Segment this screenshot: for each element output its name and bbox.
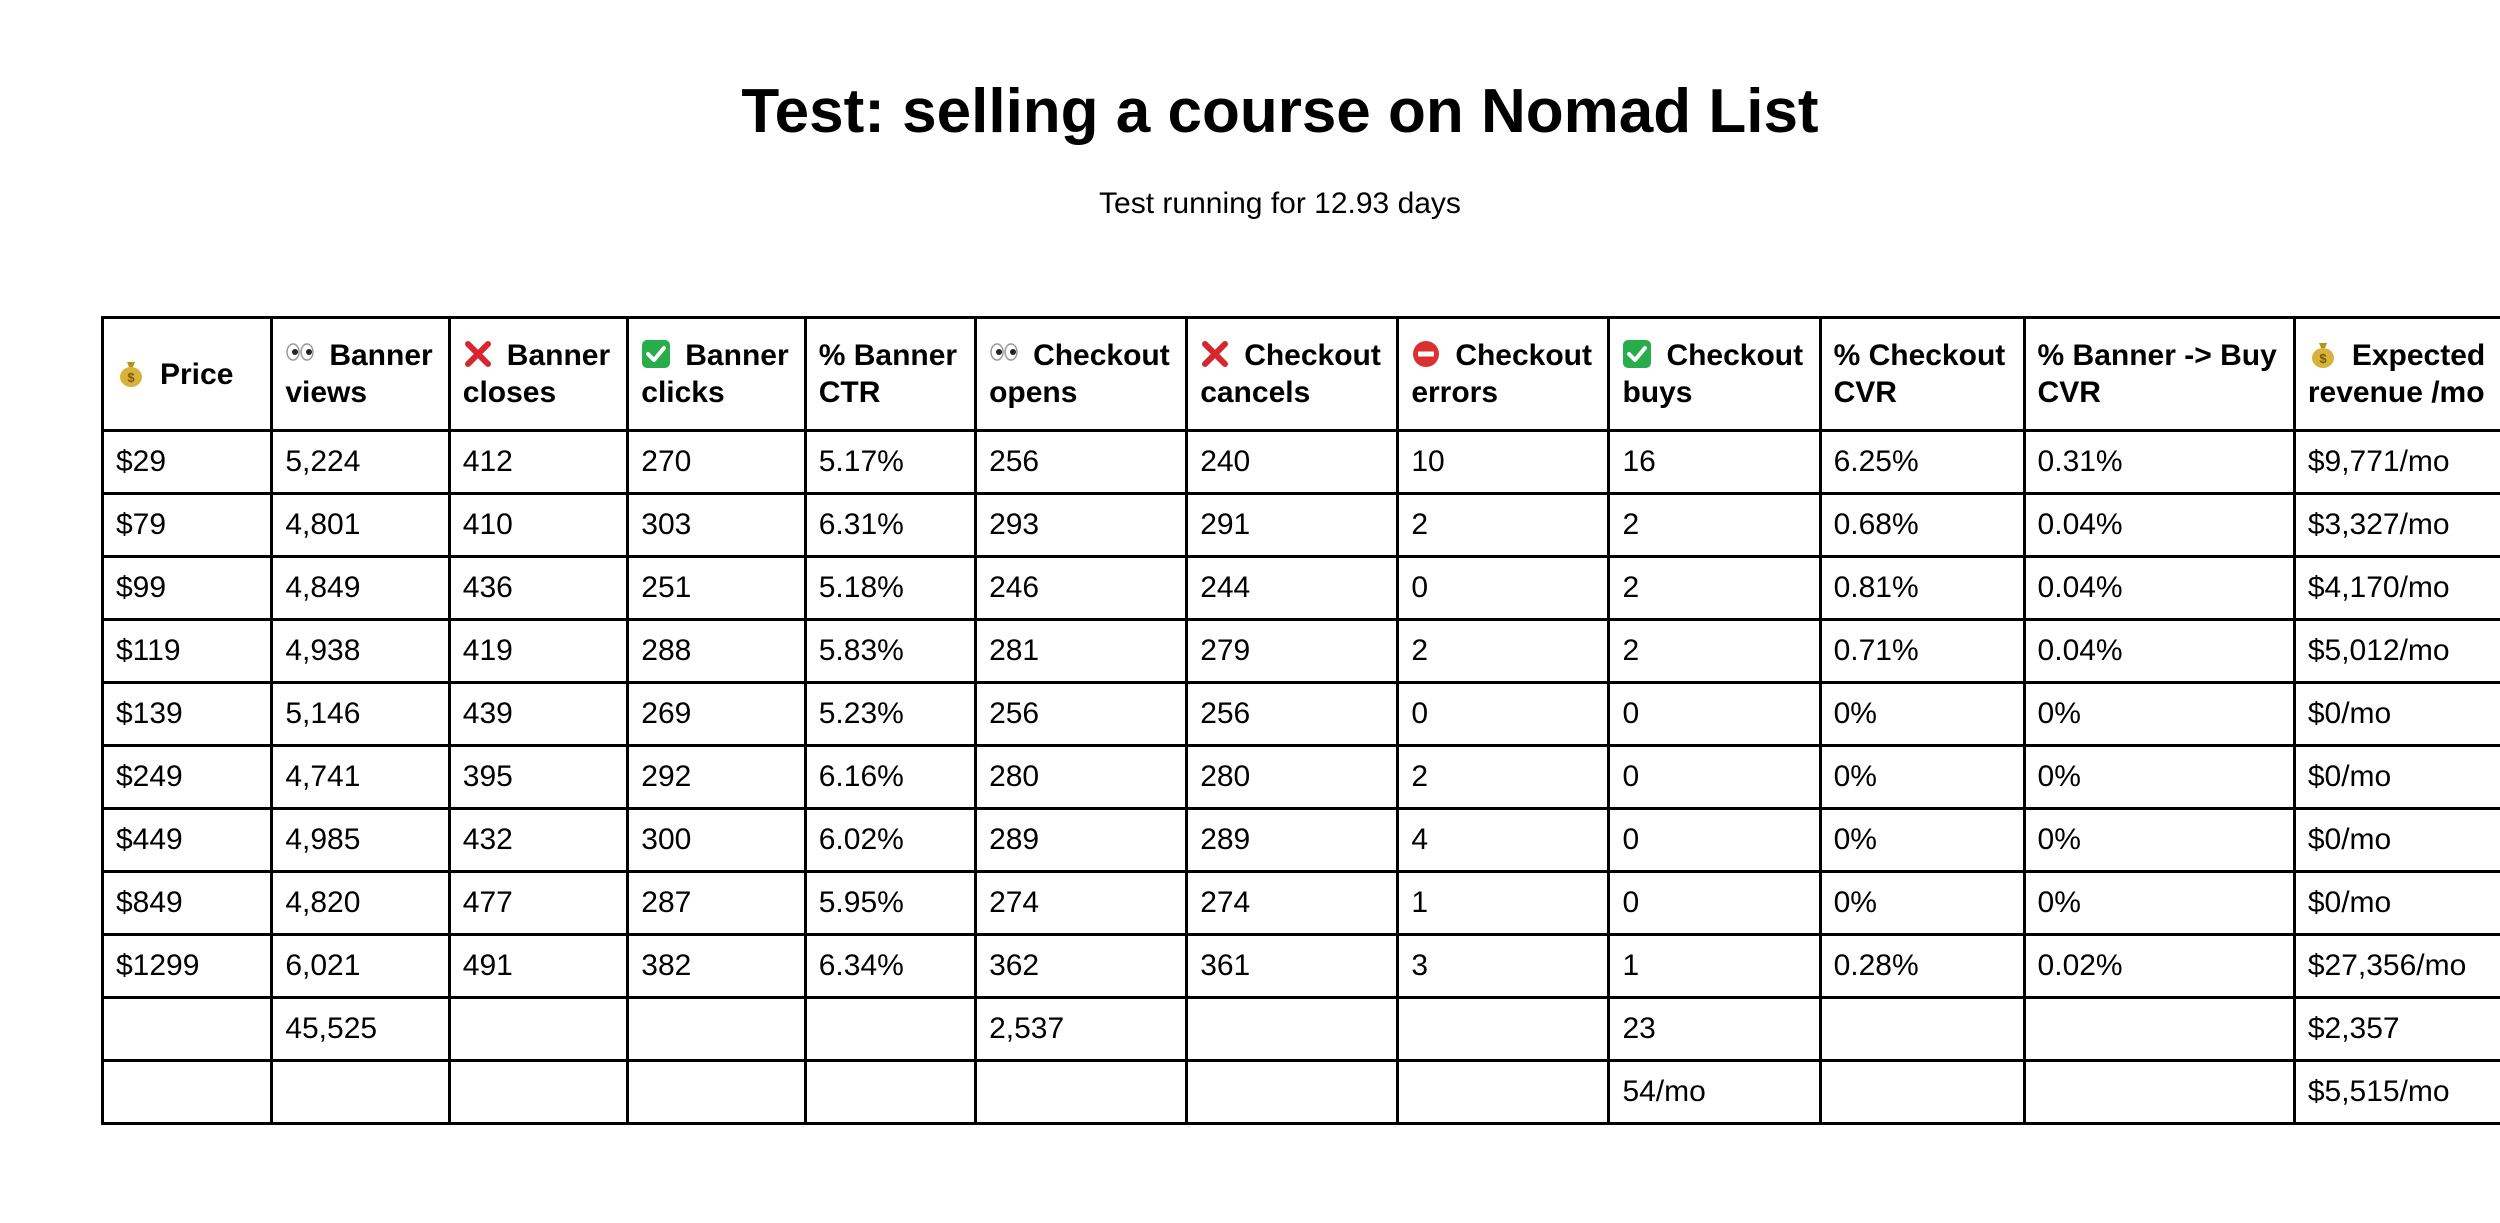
cell-checkout-cvr bbox=[1820, 1061, 2024, 1124]
cell-banner-closes: 436 bbox=[449, 557, 627, 620]
cell-checkout-cvr: 0% bbox=[1820, 809, 2024, 872]
cell-banner-clicks: 269 bbox=[628, 683, 805, 746]
table-row bbox=[103, 746, 2500, 809]
cell-banner-ctr bbox=[805, 1061, 975, 1124]
cross-mark-icon bbox=[1200, 339, 1230, 369]
cell-checkout-errors: 2 bbox=[1398, 746, 1609, 809]
cell-price: $79 bbox=[103, 494, 272, 557]
cell-banner-ctr bbox=[805, 998, 975, 1061]
col-header-label: Banner clicks bbox=[641, 339, 789, 409]
header-row bbox=[103, 318, 2500, 431]
svg-text:$: $ bbox=[2319, 351, 2327, 366]
page-title: Test: selling a course on Nomad List bbox=[741, 77, 1819, 146]
col-header-price bbox=[103, 318, 272, 431]
col-header-label: Banner views bbox=[285, 339, 433, 409]
cell-banner-views: 4,938 bbox=[272, 620, 449, 683]
cell-checkout-errors: 2 bbox=[1398, 494, 1609, 557]
cell-banner-ctr: 6.34% bbox=[805, 935, 975, 998]
cell-banner-clicks bbox=[628, 998, 805, 1061]
col-header-checkout-opens bbox=[976, 318, 1187, 431]
check-mark-icon bbox=[1622, 339, 1652, 369]
cell-banner-ctr: 5.18% bbox=[805, 557, 975, 620]
cell-checkout-errors: 3 bbox=[1398, 935, 1609, 998]
table-row bbox=[103, 683, 2500, 746]
cell-checkout-opens: 362 bbox=[976, 935, 1187, 998]
cell-expected-revenue: $0/mo bbox=[2294, 872, 2500, 935]
col-header-banner-views bbox=[272, 318, 449, 431]
cell-price bbox=[103, 1061, 272, 1124]
cell-expected-revenue: $5,012/mo bbox=[2294, 620, 2500, 683]
cell-banner-closes: 439 bbox=[449, 683, 627, 746]
cell-expected-revenue: $27,356/mo bbox=[2294, 935, 2500, 998]
table-row bbox=[103, 494, 2500, 557]
cell-checkout-cancels bbox=[1187, 998, 1398, 1061]
cell-checkout-cancels: 361 bbox=[1187, 935, 1398, 998]
cell-banner-ctr: 5.95% bbox=[805, 872, 975, 935]
col-header-checkout-buys bbox=[1609, 318, 1820, 431]
cell-banner-buy-cvr: 0.04% bbox=[2024, 620, 2294, 683]
col-header-label: Expected revenue /mo bbox=[2307, 339, 2486, 409]
cell-checkout-opens: 281 bbox=[976, 620, 1187, 683]
col-header-label: % Banner CTR bbox=[818, 339, 958, 409]
cell-banner-ctr: 6.16% bbox=[805, 746, 975, 809]
cell-checkout-buys: 2 bbox=[1609, 620, 1820, 683]
cell-banner-clicks: 303 bbox=[628, 494, 805, 557]
col-header-label: Price bbox=[160, 357, 234, 391]
cell-checkout-errors: 10 bbox=[1398, 431, 1609, 494]
cell-banner-clicks bbox=[628, 1061, 805, 1124]
cell-banner-views: 6,021 bbox=[272, 935, 449, 998]
cell-checkout-opens: 280 bbox=[976, 746, 1187, 809]
cell-checkout-cancels: 244 bbox=[1187, 557, 1398, 620]
cell-checkout-buys: 2 bbox=[1609, 494, 1820, 557]
cell-checkout-buys: 54/mo bbox=[1609, 1061, 1820, 1124]
cell-checkout-buys: 0 bbox=[1609, 809, 1820, 872]
col-header-banner-clicks bbox=[628, 318, 805, 431]
cell-checkout-cancels: 291 bbox=[1187, 494, 1398, 557]
cell-banner-clicks: 288 bbox=[628, 620, 805, 683]
cell-banner-closes: 432 bbox=[449, 809, 627, 872]
cell-checkout-buys: 2 bbox=[1609, 557, 1820, 620]
cell-banner-buy-cvr bbox=[2024, 1061, 2294, 1124]
cell-banner-buy-cvr: 0.31% bbox=[2024, 431, 2294, 494]
page-subtitle: Test running for 12.93 days bbox=[1099, 187, 1461, 220]
cell-price: $99 bbox=[103, 557, 272, 620]
results-table bbox=[101, 316, 2500, 1125]
cell-expected-revenue: $0/mo bbox=[2294, 746, 2500, 809]
cell-banner-closes: 410 bbox=[449, 494, 627, 557]
table-row bbox=[103, 809, 2500, 872]
cell-banner-clicks: 300 bbox=[628, 809, 805, 872]
cell-checkout-opens: 2,537 bbox=[976, 998, 1187, 1061]
cell-checkout-cvr: 0.81% bbox=[1820, 557, 2024, 620]
cell-expected-revenue: $3,327/mo bbox=[2294, 494, 2500, 557]
col-header-checkout-cvr bbox=[1820, 318, 2024, 431]
cell-banner-ctr: 6.02% bbox=[805, 809, 975, 872]
cell-price bbox=[103, 998, 272, 1061]
cell-checkout-cvr: 0.28% bbox=[1820, 935, 2024, 998]
cell-checkout-buys: 1 bbox=[1609, 935, 1820, 998]
cell-checkout-opens: 293 bbox=[976, 494, 1187, 557]
svg-text:$: $ bbox=[127, 369, 135, 385]
cell-price: $249 bbox=[103, 746, 272, 809]
cell-banner-buy-cvr: 0% bbox=[2024, 809, 2294, 872]
cell-banner-buy-cvr: 0.04% bbox=[2024, 557, 2294, 620]
cell-banner-closes: 419 bbox=[449, 620, 627, 683]
cell-checkout-cvr: 6.25% bbox=[1820, 431, 2024, 494]
cell-price: $119 bbox=[103, 620, 272, 683]
cell-checkout-opens: 256 bbox=[976, 683, 1187, 746]
cell-checkout-cvr: 0% bbox=[1820, 746, 2024, 809]
cell-banner-views: 4,849 bbox=[272, 557, 449, 620]
cell-banner-closes: 412 bbox=[449, 431, 627, 494]
col-header-banner-closes bbox=[449, 318, 627, 431]
cell-banner-views: 4,820 bbox=[272, 872, 449, 935]
cell-banner-closes bbox=[449, 998, 627, 1061]
cell-expected-revenue: $0/mo bbox=[2294, 683, 2500, 746]
cell-banner-ctr: 5.17% bbox=[805, 431, 975, 494]
eyes-icon bbox=[989, 339, 1019, 369]
table-header bbox=[103, 318, 2500, 431]
cell-banner-views: 4,741 bbox=[272, 746, 449, 809]
cell-checkout-cancels: 240 bbox=[1187, 431, 1398, 494]
cell-checkout-cancels bbox=[1187, 1061, 1398, 1124]
cell-banner-views bbox=[272, 1061, 449, 1124]
cell-checkout-cvr bbox=[1820, 998, 2024, 1061]
cell-expected-revenue: $9,771/mo bbox=[2294, 431, 2500, 494]
cell-price: $849 bbox=[103, 872, 272, 935]
cell-expected-revenue: $2,357 bbox=[2294, 998, 2500, 1061]
cell-banner-buy-cvr: 0% bbox=[2024, 746, 2294, 809]
cell-banner-closes: 477 bbox=[449, 872, 627, 935]
cell-banner-closes: 395 bbox=[449, 746, 627, 809]
cell-checkout-errors: 4 bbox=[1398, 809, 1609, 872]
cell-banner-buy-cvr: 0% bbox=[2024, 872, 2294, 935]
cell-checkout-buys: 0 bbox=[1609, 683, 1820, 746]
eyes-icon bbox=[285, 339, 315, 369]
cell-checkout-errors: 2 bbox=[1398, 620, 1609, 683]
cell-banner-clicks: 251 bbox=[628, 557, 805, 620]
cell-checkout-cancels: 279 bbox=[1187, 620, 1398, 683]
cell-checkout-buys: 0 bbox=[1609, 746, 1820, 809]
cell-banner-views: 5,146 bbox=[272, 683, 449, 746]
cell-banner-views: 45,525 bbox=[272, 998, 449, 1061]
col-header-label: % Banner -> Buy CVR bbox=[2037, 339, 2277, 409]
cell-expected-revenue: $4,170/mo bbox=[2294, 557, 2500, 620]
table-row bbox=[103, 431, 2500, 494]
cell-price: $139 bbox=[103, 683, 272, 746]
money-bag-icon bbox=[2308, 339, 2338, 369]
check-mark-icon bbox=[641, 339, 671, 369]
cell-checkout-errors: 0 bbox=[1398, 683, 1609, 746]
cell-banner-buy-cvr bbox=[2024, 998, 2294, 1061]
cell-checkout-opens: 256 bbox=[976, 431, 1187, 494]
col-header-label: Banner closes bbox=[462, 339, 611, 409]
money-bag-icon bbox=[116, 358, 146, 388]
cell-checkout-opens: 289 bbox=[976, 809, 1187, 872]
cell-checkout-errors bbox=[1398, 1061, 1609, 1124]
cell-checkout-cancels: 256 bbox=[1187, 683, 1398, 746]
cell-checkout-cancels: 289 bbox=[1187, 809, 1398, 872]
table-row bbox=[103, 935, 2500, 998]
cross-mark-icon bbox=[463, 339, 493, 369]
cell-banner-closes: 491 bbox=[449, 935, 627, 998]
cell-price: $449 bbox=[103, 809, 272, 872]
no-entry-icon bbox=[1411, 339, 1441, 369]
cell-checkout-opens: 246 bbox=[976, 557, 1187, 620]
table-row bbox=[103, 620, 2500, 683]
cell-price: $1299 bbox=[103, 935, 272, 998]
col-header-checkout-cancels bbox=[1187, 318, 1398, 431]
cell-banner-clicks: 270 bbox=[628, 431, 805, 494]
cell-checkout-opens: 274 bbox=[976, 872, 1187, 935]
cell-price: $29 bbox=[103, 431, 272, 494]
cell-checkout-cvr: 0% bbox=[1820, 872, 2024, 935]
cell-banner-buy-cvr: 0% bbox=[2024, 683, 2294, 746]
col-header-label: Checkout opens bbox=[989, 339, 1170, 409]
col-header-label: % Checkout CVR bbox=[1833, 339, 2006, 409]
col-header-label: Checkout cancels bbox=[1200, 339, 1381, 409]
cell-checkout-cvr: 0.71% bbox=[1820, 620, 2024, 683]
cell-checkout-errors: 1 bbox=[1398, 872, 1609, 935]
cell-checkout-opens bbox=[976, 1061, 1187, 1124]
col-header-label: Checkout errors bbox=[1411, 339, 1592, 409]
cell-banner-views: 5,224 bbox=[272, 431, 449, 494]
cell-checkout-buys: 16 bbox=[1609, 431, 1820, 494]
cell-checkout-errors: 0 bbox=[1398, 557, 1609, 620]
cell-checkout-cvr: 0.68% bbox=[1820, 494, 2024, 557]
table-body bbox=[103, 431, 2500, 1124]
cell-banner-clicks: 287 bbox=[628, 872, 805, 935]
cell-banner-closes bbox=[449, 1061, 627, 1124]
col-header-checkout-errors bbox=[1398, 318, 1609, 431]
cell-banner-clicks: 382 bbox=[628, 935, 805, 998]
cell-expected-revenue: $5,515/mo bbox=[2294, 1061, 2500, 1124]
table-row bbox=[103, 872, 2500, 935]
totals-row bbox=[103, 998, 2500, 1061]
cell-banner-ctr: 6.31% bbox=[805, 494, 975, 557]
cell-checkout-buys: 0 bbox=[1609, 872, 1820, 935]
totals-row bbox=[103, 1061, 2500, 1124]
cell-banner-buy-cvr: 0.02% bbox=[2024, 935, 2294, 998]
col-header-banner-buy-cvr bbox=[2024, 318, 2294, 431]
col-header-expected-revenue bbox=[2294, 318, 2500, 431]
cell-banner-views: 4,985 bbox=[272, 809, 449, 872]
col-header-banner-ctr bbox=[805, 318, 975, 431]
cell-banner-clicks: 292 bbox=[628, 746, 805, 809]
cell-banner-views: 4,801 bbox=[272, 494, 449, 557]
cell-checkout-buys: 23 bbox=[1609, 998, 1820, 1061]
table-row bbox=[103, 557, 2500, 620]
cell-banner-ctr: 5.23% bbox=[805, 683, 975, 746]
cell-checkout-cvr: 0% bbox=[1820, 683, 2024, 746]
cell-checkout-cancels: 274 bbox=[1187, 872, 1398, 935]
cell-checkout-cancels: 280 bbox=[1187, 746, 1398, 809]
cell-banner-buy-cvr: 0.04% bbox=[2024, 494, 2294, 557]
cell-banner-ctr: 5.83% bbox=[805, 620, 975, 683]
cell-expected-revenue: $0/mo bbox=[2294, 809, 2500, 872]
col-header-label: Checkout buys bbox=[1622, 339, 1804, 409]
cell-checkout-errors bbox=[1398, 998, 1609, 1061]
